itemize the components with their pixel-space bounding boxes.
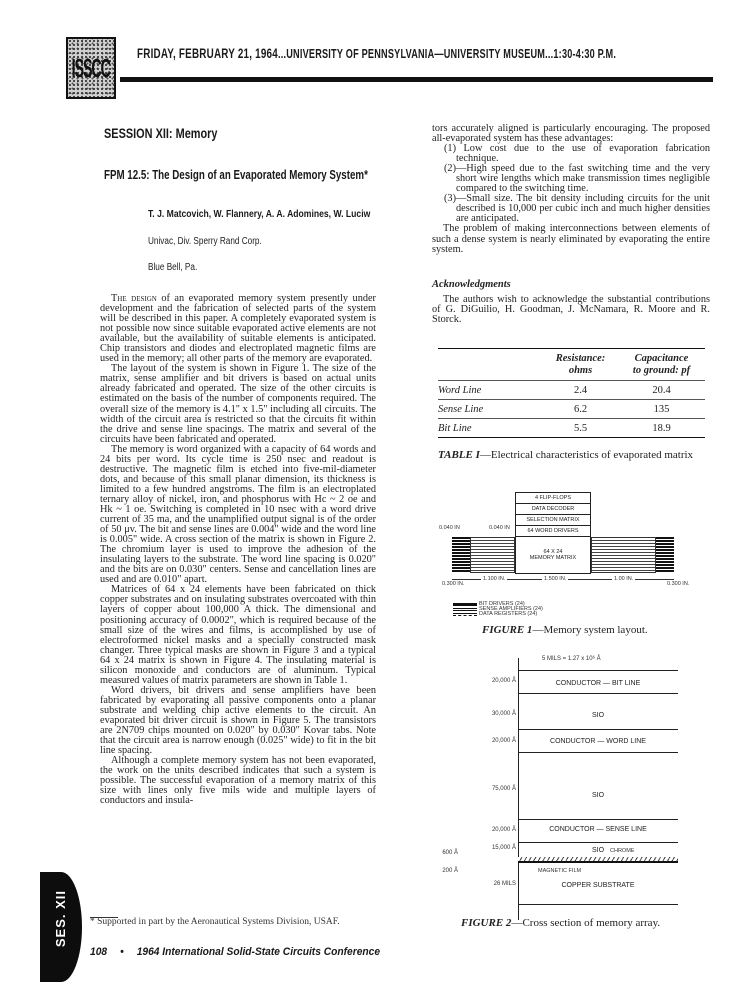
table-caption xyxy=(438,449,708,461)
paragraph: The memory is word organized with a capacity of 64 words and 24 bits per word. Its cycle time is 250 nsec and readout is destructive. The magnetic film is etched into five-mil-diameter dots, and because of this small planar dimension, its thickness is limited to a few hundred angstroms. The film is an electroplated ternary alloy of nickel, iron, and phosphorus with Hc ~ 2 oe and Hk ~ 1 oe. Switching is completed in 10 nsec with a word drive current of 35 ma, and the unamplified output signal is of the order of 50 μv. The bit and sense lines are 0.004" wide and the word line is 0.005" wide. A cross section of the matrix is shown in Figure 2. The chromium layer is used to improve the adhesion of the insulating layers to the substrate. The word line spacing is 0.020" and the bits are on 0.030" centers. Sense and cancellation lines are used and are 0.010" apart. xyxy=(100,443,376,586)
thickness-label: 75,000 Å xyxy=(491,786,516,792)
table-cell: Bit Line xyxy=(438,422,472,434)
magnetic-film-layer xyxy=(518,861,678,863)
caption-text: —Memory system layout. xyxy=(532,624,648,636)
body-right-column xyxy=(432,124,710,255)
list-item: (1) Low cost due to the use of evaporation fabrication technique. xyxy=(444,143,710,165)
paragraph: Although a complete memory system has not been evaporated, the work on the units described indicates that such a system is possible. The successful evaporation of a memory matrix of this size with lines only five mils wide and multiple layers of conductors and insula- xyxy=(100,755,376,807)
block-flip-flops: 4 FLIP-FLOPS xyxy=(515,492,591,504)
layer-word-line: CONDUCTOR — WORD LINE xyxy=(550,738,646,745)
caption-text: —Electrical characteristics of evaporated matrix xyxy=(479,449,694,461)
table-cell: Sense Line xyxy=(438,403,484,415)
layer-boundary xyxy=(518,819,678,820)
figure-2-cross-section xyxy=(442,656,720,920)
paragraph-text: of an evaporated memory system presently under development and the fabrication of selected parts of the system will be described in this paper. A completely evaporated system is not possible now since suitable evaporated active elements are not available, but the availability of suitable elements is anticipated. Chip transistors and diodes and electroplated magnetic films are used in the memory; all other parts of the memory are evaporated. xyxy=(100,293,376,365)
bit-drivers-right xyxy=(656,537,674,573)
vertical-axis-line xyxy=(518,658,519,920)
layer-boundary xyxy=(518,904,678,905)
dim-label: 0.040 IN xyxy=(489,525,510,531)
block-word-drivers: 64 WORD DRIVERS xyxy=(515,525,591,537)
sense-amplifier-lines-left xyxy=(470,537,515,573)
list-item: (2)—High speed due to the fast switching time and the very short wire lengths which make transmission times negligible compared to the switching time. xyxy=(444,163,710,195)
acknowledgments-heading: Acknowledgments xyxy=(432,279,511,290)
table-header-cell xyxy=(543,353,618,377)
conference-name: 1964 International Solid-State Circuits Conference xyxy=(136,946,381,958)
table-cell: 135 xyxy=(653,403,670,415)
paper-location: Blue Bell, Pa. xyxy=(148,262,198,273)
thickness-label: 20,000 Å xyxy=(491,678,516,684)
advantages-list xyxy=(432,144,710,224)
lead-in: The design xyxy=(111,293,157,304)
layer-sio: SIO xyxy=(591,792,605,799)
legend-label: SENSE AMPLIFIERS (24) xyxy=(479,606,543,612)
header-rule xyxy=(120,77,713,82)
dim-label: 0.300 IN. xyxy=(667,581,690,587)
legend-label: BIT DRIVERS (24) xyxy=(479,601,525,607)
dim-label: 0.300 IN. xyxy=(442,581,465,587)
data-register-lines-right xyxy=(591,537,656,573)
table-cell: Word Line xyxy=(438,384,482,396)
header-line: Resistance: xyxy=(555,352,606,364)
page-footer xyxy=(90,946,380,958)
dim-label: 1.100 IN. xyxy=(483,576,506,582)
table-header-cell xyxy=(618,353,705,377)
thickness-label: 20,000 Å xyxy=(491,738,516,744)
figure-1-caption xyxy=(482,624,648,636)
paragraph: The layout of the system is shown in Figure 1. The size of the matrix, sense amplifier and bit drivers is based on actual units already fabricated and operated. The size of the other circuits is estimated on the basis of the number of components required. The overall size of the memory is 4.1" x 1.5" including all circuits. The width of the circuit area is restricted so that the circuits fit within the drive and sense line spacings. The matrix and several of the circuits have been fabricated and operated. xyxy=(100,363,376,445)
layer-boundary xyxy=(518,693,678,694)
session-side-tab xyxy=(40,872,82,982)
table-cell: 6.2 xyxy=(573,403,588,415)
list-item: (3)—Small size. The bit density including circuits for the unit described is 10,000 per cubic inch and much higher densities are anticipated. xyxy=(444,193,710,225)
matrix-label: MEMORY MATRIX xyxy=(529,555,577,561)
paper-authors: T. J. Matcovich, W. Flannery, A. A. Adomines, W. Luciw xyxy=(148,208,371,220)
layer-boundary xyxy=(518,729,678,730)
block-selection-matrix: SELECTION MATRIX xyxy=(515,514,591,526)
table-cell: 18.9 xyxy=(652,422,671,434)
session-title: SESSION XII: Memory xyxy=(104,125,218,141)
width-label: 5 MILS = 1.27 x 10⁶ Å xyxy=(542,656,601,662)
table-cell: 20.4 xyxy=(652,384,671,396)
caption-label: TABLE I xyxy=(438,449,480,461)
layer-sio: SIO xyxy=(591,712,605,719)
legend-label: DATA REGISTERS (24) xyxy=(479,611,538,617)
body-left-column xyxy=(100,294,376,806)
layer-bit-line: CONDUCTOR — BIT LINE xyxy=(555,680,641,687)
thickness-label: 200 Å xyxy=(442,868,458,874)
thickness-label: 20,000 Å xyxy=(491,827,516,833)
dim-label: 1.500 IN. xyxy=(544,576,567,582)
table-cell: 2.4 xyxy=(573,384,588,396)
paragraph: Matrices of 64 x 24 elements have been fabricated on thick copper substrates and on insulating substrates overcoated with thin layers of copper about 100,000 A thick. The dimensional and positioning accuracy of 0.0002", which is required because of the small size of the wires and films, is accomplished by use of electroformed nickel masks and a specially constructed mask changer. Three typical masks are shown in Figure 3 and a typical 64 x 24 matrix is shown in Figure 4. The insulating material is silicon monoxide and conductors are of aluminum. Typical measured values of matrix parameters are shown in Table 1. xyxy=(100,584,376,686)
layer-sense-line: CONDUCTOR — SENSE LINE xyxy=(549,826,647,833)
table-rule xyxy=(438,437,705,438)
layer-sio: SIO xyxy=(591,847,605,854)
dim-label: 0.040 IN xyxy=(439,525,460,531)
table-row xyxy=(438,381,705,399)
magnetic-film-label: MAGNETIC FILM xyxy=(538,868,582,874)
paper-title: FPM 12.5: The Design of an Evaporated Memory System* xyxy=(104,168,368,182)
paragraph: The authors wish to acknowledge the substantial contributions of G. DiGuilio, H. Goodman, J. McNamara, R. Moore and R. Storck. xyxy=(432,294,710,326)
table-row xyxy=(438,419,705,437)
paragraph: The problem of making interconnections between elements of such a dense system is nearly eliminated by evaporating the entire system. xyxy=(432,223,710,255)
legend-item xyxy=(453,611,537,617)
header-line: Capacitance xyxy=(634,352,689,364)
header-dateline xyxy=(137,46,617,61)
chrome-label: CHROME xyxy=(610,848,635,854)
paragraph xyxy=(100,294,376,364)
header-location: ...UNIVERSITY OF PENNSYLVANIA—UNIVERSITY MUSEUM...1:30-4:30 P.M. xyxy=(277,47,617,61)
bit-drivers-left xyxy=(452,537,470,573)
logo-text: ISSCC xyxy=(71,52,111,83)
caption-label: FIGURE 2 xyxy=(461,917,512,929)
layer-boundary xyxy=(518,752,678,753)
side-tab-label: SES. XII xyxy=(53,890,68,948)
table-cell: 5.5 xyxy=(573,422,588,434)
dim-label: 1.00 IN. xyxy=(614,576,634,582)
matrix-label: 64 X 24 xyxy=(543,549,563,555)
block-memory-matrix xyxy=(515,536,591,574)
layer-copper-substrate: COPPER SUBSTRATE xyxy=(561,882,635,889)
header-line: ohms xyxy=(568,364,593,376)
footnote: * Supported in part by the Aeronautical Systems Division, USAF. xyxy=(90,917,340,927)
figure-1-layout-diagram xyxy=(439,492,714,604)
legend-swatch xyxy=(453,613,477,616)
header-date: FRIDAY, FEBRUARY 21, 1964 xyxy=(137,46,278,61)
paragraph: Word drivers, bit drivers and sense amplifiers have been fabricated by evaporating all passive components onto a planar substrate and welding chip active elements to the circuit. An evaporated bit driver circuit is shown in Figure 5. The transistors are 2N709 chips mounted on 0.020" by 0.030" Kovar tabs. Note that the circuit area is narrow enough (0.025" wide) to fit in the bit line spacing. xyxy=(100,684,376,757)
table-row xyxy=(438,400,705,418)
header-line: to ground: pf xyxy=(632,364,691,376)
thickness-label: 15,000 Å xyxy=(491,845,516,851)
isscc-logo xyxy=(66,37,116,99)
block-data-decoder: DATA DECODER xyxy=(515,503,591,515)
acknowledgments-body xyxy=(432,295,710,325)
thickness-label: 30,000 Å xyxy=(491,711,516,717)
paper-affiliation: Univac, Div. Sperry Rand Corp. xyxy=(148,236,262,247)
paragraph: tors accurately aligned is particularly encouraging. The proposed all-evaporated system has these advantages: xyxy=(432,123,710,145)
caption-label: FIGURE 1 xyxy=(482,624,533,636)
layer-boundary xyxy=(518,670,678,671)
table-electrical-characteristics xyxy=(438,348,705,438)
thickness-label: 600 Å xyxy=(442,850,458,856)
page-number: 108 xyxy=(90,946,108,958)
figure-2-caption xyxy=(461,917,660,929)
caption-text: —Cross section of memory array. xyxy=(511,917,661,929)
footer-bullet: • xyxy=(120,946,124,958)
table-header-row xyxy=(438,349,705,380)
layer-boundary xyxy=(518,842,678,843)
thickness-label: 26 MILS xyxy=(493,881,516,887)
